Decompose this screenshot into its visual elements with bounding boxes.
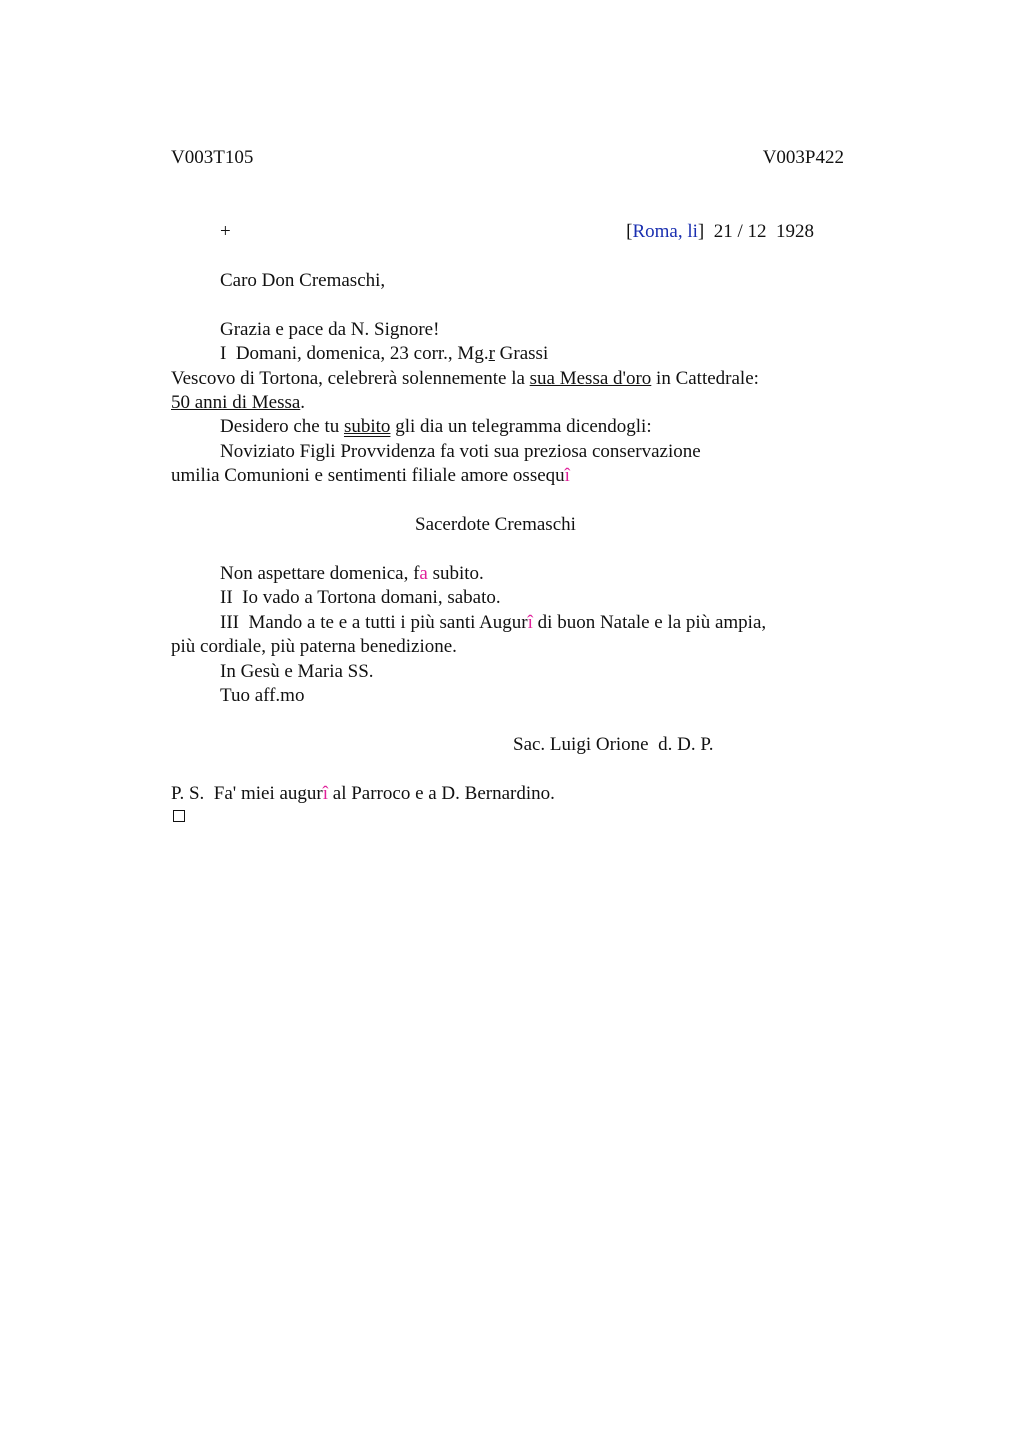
- end-marker-box-icon: [173, 810, 185, 822]
- paragraph-two: II Io vado a Tortona domani, sabato.: [220, 587, 501, 608]
- place-name: Roma, li: [632, 221, 698, 242]
- editorial-mark: î: [564, 465, 570, 486]
- text-segment: umilia Comunioni e sentimenti filiale amore ossequ: [171, 465, 565, 486]
- paragraph-three-line-2: più cordiale, più paterna benedizione.: [171, 636, 457, 657]
- underlined-abbreviation: r: [488, 343, 495, 364]
- underlined-text: 50 anni di Messa: [171, 392, 301, 413]
- editorial-mark: a: [419, 563, 428, 584]
- letter-date: 21 / 12 1928: [713, 221, 814, 242]
- telegram-line-2: [171, 465, 570, 487]
- paragraph-urge: [220, 563, 484, 585]
- text-segment: Grassi: [494, 343, 549, 364]
- document-code-right: V003P422: [762, 147, 844, 168]
- text-segment: subito.: [427, 563, 484, 584]
- bracket-close: ]: [697, 221, 705, 242]
- text-segment: Desidero che tu: [220, 416, 344, 437]
- closing-line-2: Tuo aff.mo: [220, 685, 305, 706]
- editorial-mark: î: [322, 783, 329, 804]
- paragraph-request: [220, 416, 652, 438]
- greeting: Grazia e pace da N. Signore!: [220, 319, 440, 340]
- text-segment: III Mando a te e a tutti i più santi Augur: [220, 612, 528, 633]
- telegram-line-1: Noviziato Figli Provvidenza fa voti sua preziosa conservazione: [220, 441, 701, 462]
- paragraph-one-line-1: [220, 343, 548, 365]
- text-segment: Vescovo di Tortona, celebrerà solennemente la: [171, 368, 530, 389]
- date-line: [626, 221, 814, 243]
- closing-line-1: In Gesù e Maria SS.: [220, 661, 374, 682]
- text-segment: gli dia un telegramma dicendogli:: [390, 416, 652, 437]
- text-segment: in Cattedrale:: [651, 368, 759, 389]
- salutation: Caro Don Cremaschi,: [220, 270, 386, 291]
- text-segment: .: [300, 392, 306, 413]
- cross-symbol: +: [220, 221, 231, 242]
- text-segment: Non aspettare domenica, f: [220, 563, 420, 584]
- editorial-mark: î: [527, 612, 533, 633]
- paragraph-one-line-3: [171, 392, 305, 414]
- text-segment: I Domani, domenica, 23 corr., Mg.: [220, 343, 489, 364]
- text-segment: P. S. Fa' miei augur: [171, 783, 323, 804]
- paragraph-one-line-2: [171, 368, 759, 390]
- signature: Sac. Luigi Orione d. D. P.: [513, 734, 714, 755]
- double-underlined-text: subito: [343, 416, 391, 437]
- telegram-signature: Sacerdote Cremaschi: [415, 514, 576, 535]
- underlined-text: sua Messa d'oro: [529, 368, 652, 389]
- postscript: [171, 783, 555, 805]
- paragraph-three-line-1: [220, 612, 766, 634]
- document-code-left: V003T105: [171, 147, 254, 168]
- bracket-open: [: [626, 221, 633, 242]
- text-segment: di buon Natale e la più ampia,: [532, 612, 767, 633]
- text-segment: al Parroco e a D. Bernardino.: [328, 783, 555, 804]
